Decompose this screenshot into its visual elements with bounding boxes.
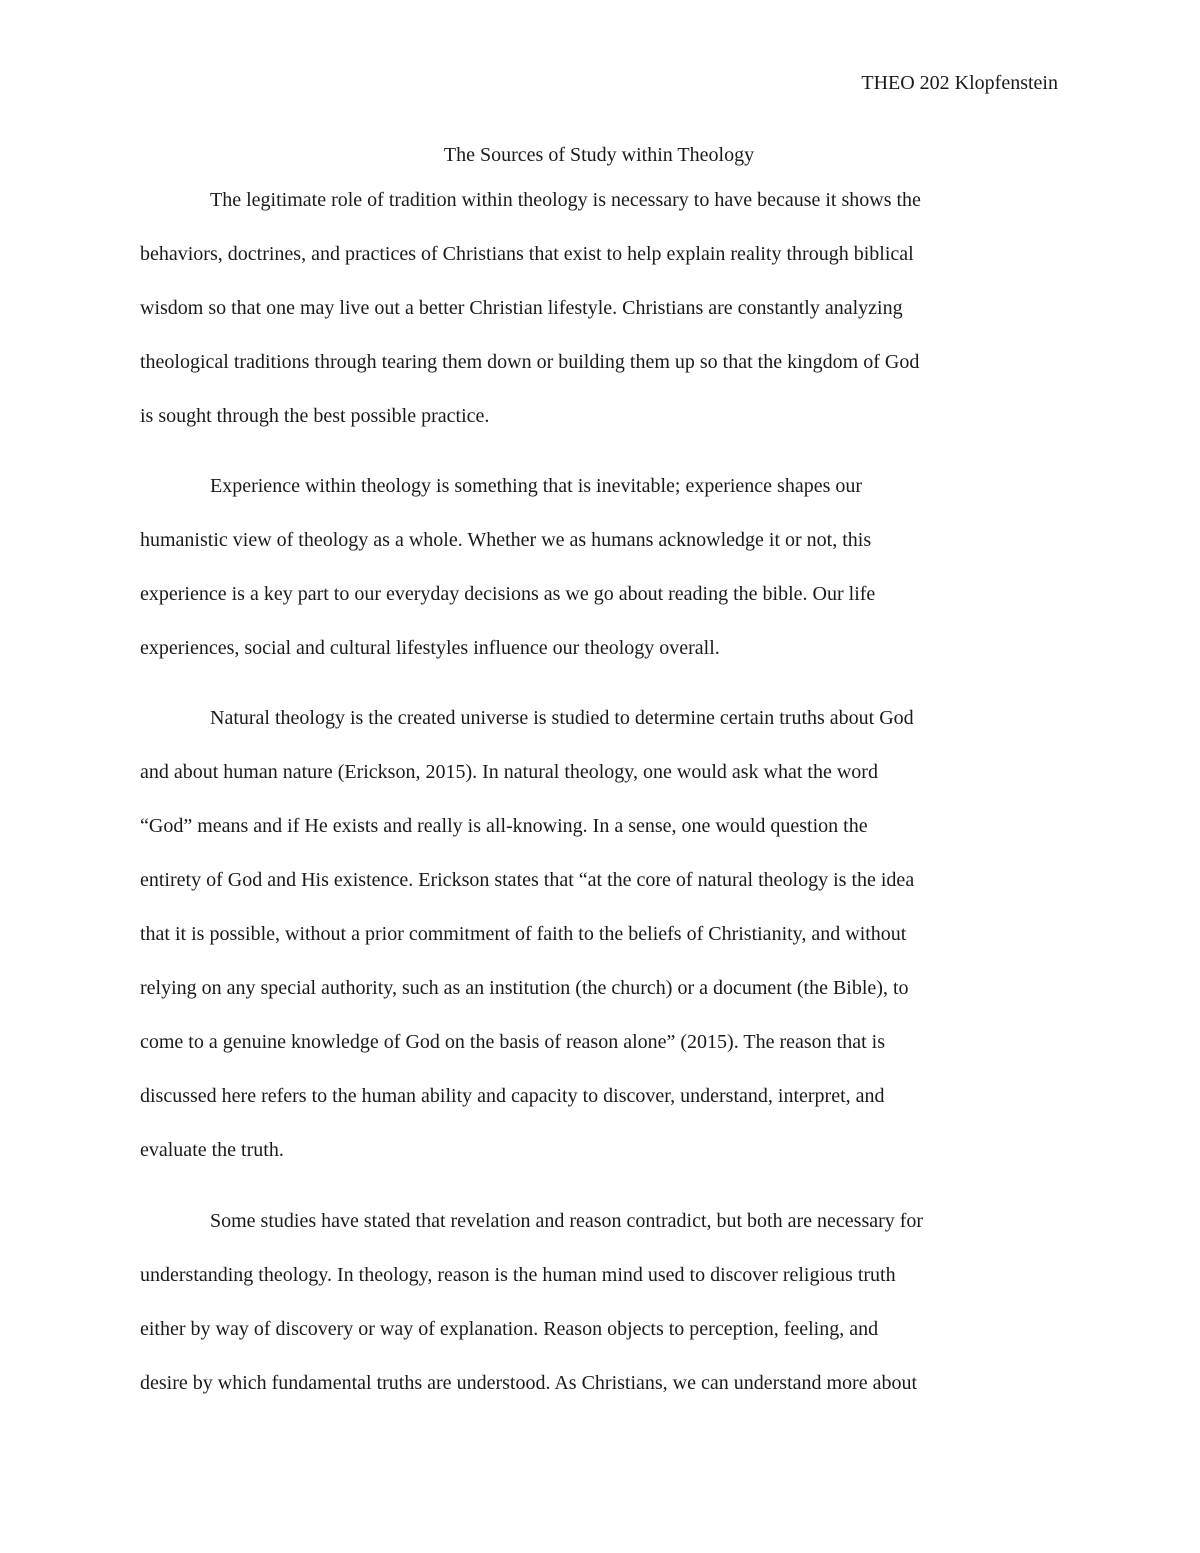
document-title: The Sources of Study within Theology (443, 144, 755, 166)
paragraph-1-line-3: wisdom so that one may live out a better Christian lifestyle. Christians are constantly analyzing (140, 297, 903, 319)
paragraph-2-line-4: experiences, social and cultural lifestyles influence our theology overall. (140, 637, 720, 659)
paragraph-3-line-9: evaluate the truth. (140, 1139, 284, 1161)
paragraph-3-line-5: that it is possible, without a prior commitment of faith to the beliefs of Christianity, and without (140, 923, 907, 945)
paragraph-2-line-3: experience is a key part to our everyday decisions as we go about reading the bible. Our life (140, 583, 876, 605)
paragraph-2-line-2: humanistic view of theology as a whole. Whether we as humans acknowledge it or not, this (140, 529, 872, 551)
paragraph-2-line-1: Experience within theology is something that is inevitable; experience shapes our (210, 475, 863, 497)
paragraph-1-line-2: behaviors, doctrines, and practices of Christians that exist to help explain reality through biblical (140, 243, 914, 265)
paragraph-1-line-5: is sought through the best possible practice. (140, 405, 490, 427)
paragraph-3-line-4: entirety of God and His existence. Erickson states that “at the core of natural theology is the idea (140, 869, 915, 891)
paragraph-3-line-2: and about human nature (Erickson, 2015). In natural theology, one would ask what the word (140, 761, 878, 783)
paragraph-3-line-8: discussed here refers to the human ability and capacity to discover, understand, interpret, and (140, 1085, 885, 1107)
running-head: THEO 202 Klopfenstein (861, 72, 1058, 94)
paragraph-3-line-1: Natural theology is the created universe is studied to determine certain truths about God (210, 707, 914, 729)
paragraph-1-line-4: theological traditions through tearing them down or building them up so that the kingdom of God (140, 351, 920, 373)
paragraph-4-line-1: Some studies have stated that revelation and reason contradict, but both are necessary for (210, 1210, 924, 1232)
paragraph-3-line-6: relying on any special authority, such as an institution (the church) or a document (the Bible), to (140, 977, 909, 999)
paragraph-4-line-4: desire by which fundamental truths are understood. As Christians, we can understand more about (140, 1372, 918, 1394)
paragraph-3-line-3: “God” means and if He exists and really is all-knowing. In a sense, one would question the (140, 815, 868, 837)
paragraph-4-line-3: either by way of discovery or way of explanation. Reason objects to perception, feeling, and (140, 1318, 879, 1340)
paragraph-4-line-2: understanding theology. In theology, reason is the human mind used to discover religious truth (140, 1264, 896, 1286)
paragraph-1-line-1: The legitimate role of tradition within theology is necessary to have because it shows the (210, 189, 921, 211)
paragraph-3-line-7: come to a genuine knowledge of God on the basis of reason alone” (2015). The reason that is (140, 1031, 885, 1053)
